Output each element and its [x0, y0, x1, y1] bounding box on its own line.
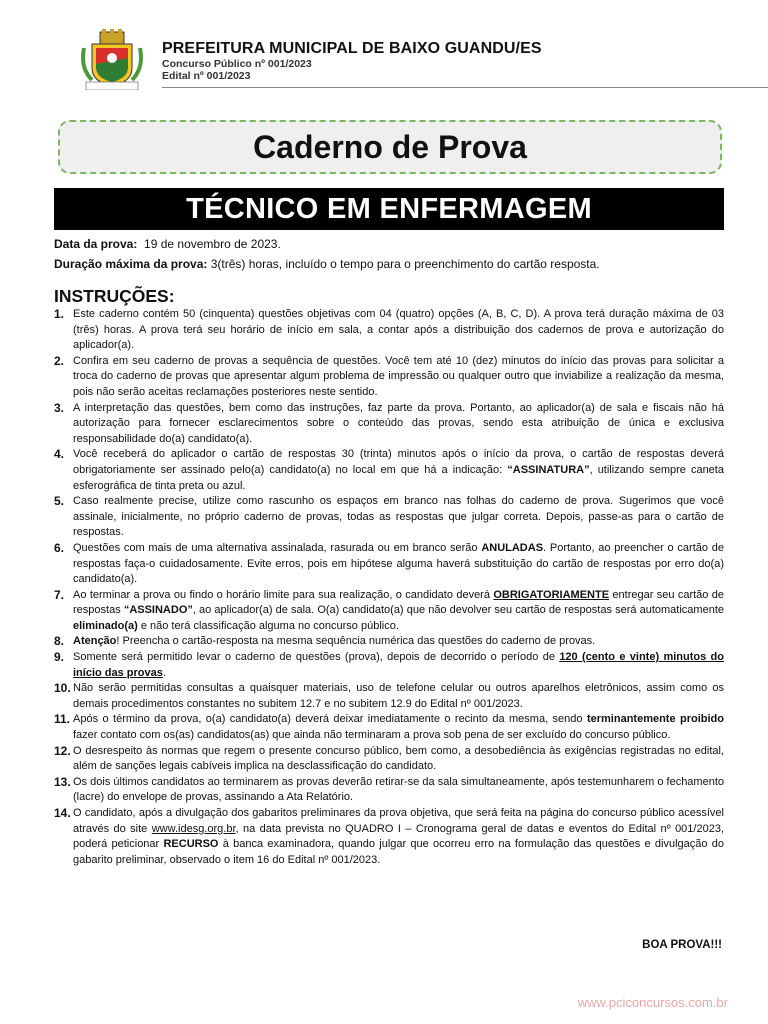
- item-number: 4.: [54, 447, 65, 462]
- item-text: Ao terminar a prova ou findo o horário limite para sua realização, o candidato deverá OBRIGATORIAMENTE entregar seu cartão de respostas “ASSINADO”, ao aplicador(a) de sala. O(a) candidato(a) que não devolver seu cartão de respostas será automaticamente eliminado(a) e não terá classificação alguma no concurso público.: [73, 588, 724, 632]
- exam-date-label: Data da prova:: [54, 237, 138, 251]
- caderno-banner: [58, 120, 722, 174]
- list-item: [54, 541, 724, 588]
- list-item: [54, 354, 724, 401]
- item-text: Após o término da prova, o(a) candidato(a) deverá deixar imediatamente o recinto da mesma, sendo terminantemente proibido fazer contato com os(as) candidatos(as) que ainda não terminaram a prova sob pena de ser excluído do concurso público.: [73, 713, 724, 742]
- list-item: [54, 744, 724, 775]
- item-text: Atenção! Preencha o cartão-resposta na mesma sequência numérica das questões do caderno de provas.: [73, 635, 596, 648]
- item-text: Você receberá do aplicador o cartão de respostas 30 (trinta) minutos após o início da prova, o cartão de respostas deverá obrigatoriamente ser assinado pelo(a) candidato(a) no local em que há a indicação: “ASSINATURA”, utilizando sempre caneta esferográfica de tinta preta ou azul.: [73, 448, 724, 492]
- item-number: 14.: [54, 806, 71, 820]
- cargo-banner: [54, 188, 724, 230]
- edital-number: Edital nº 001/2023: [162, 70, 251, 82]
- item-text: Questões com mais de uma alternativa assinalada, rasurada ou em branco serão ANULADAS. Portanto, ao preencher o cartão de respostas faça-o cuidadosamente. Evite erros, pois em hipótese alguma haverá substituição do cartão de respostas por erro do(a) candidato(a).: [73, 541, 724, 586]
- item-number: 12.: [54, 743, 71, 758]
- list-item: [54, 712, 724, 743]
- item-number: 3.: [54, 400, 65, 415]
- item-text: Não serão permitidas consultas a quaisquer materiais, uso de telefone celular ou outros aparelhos eletrônicos, assim como os demais procedimentos constantes no subitem 12.7 e no subitem 12.9 do Edital nº 001/2023.: [73, 682, 724, 710]
- list-item: [54, 634, 724, 650]
- caderno-title: Caderno de Prova: [253, 128, 527, 165]
- list-item: [54, 401, 724, 448]
- municipal-crest-icon: [78, 28, 146, 90]
- item-number: 1.: [54, 307, 65, 321]
- list-item: [54, 447, 724, 494]
- list-item: [54, 494, 724, 541]
- concurso-number: Concurso Público nº 001/2023: [162, 58, 312, 70]
- item-number: 8.: [54, 634, 65, 649]
- item-number: 6.: [54, 540, 65, 555]
- item-number: 11.: [54, 712, 71, 727]
- item-number: 5.: [54, 494, 65, 509]
- closing-message: BOA PROVA!!!: [642, 939, 722, 951]
- exam-date: [54, 236, 734, 252]
- footer-watermark-url: www.pciconcursos.com.br: [577, 995, 728, 1010]
- instructions-heading: INSTRUÇÕES:: [54, 286, 175, 306]
- item-number: 2.: [54, 353, 65, 368]
- item-text: O candidato, após a divulgação dos gabaritos preliminares da prova objetiva, que será feita na página do concurso público acessível através do site www.idesg.org.br, na data prevista no QUADRO I – Cronograma geral de datas e eventos do Edital nº 001/2023, poderá peticionar RECURSO à banca examinadora, quando julgar que ocorreu erro na formulação das questões e divulgação do gabarito preliminar, observado o item 16 do Edital nº 001/2023.: [73, 807, 725, 866]
- exam-duration-label: Duração máxima da prova:: [54, 257, 208, 271]
- item-text: O desrespeito às normas que regem o presente concurso público, bem como, a desobediência às exigências registradas no edital, além de sanções legais cabíveis implica na desclassificação do candidato.: [73, 744, 724, 773]
- list-item: [54, 650, 724, 681]
- document-header: [78, 26, 710, 88]
- exam-duration: [54, 256, 734, 272]
- item-number: 9.: [54, 650, 65, 665]
- item-text: A interpretação das questões, bem como das instruções, faz parte da prova. Portanto, ao aplicador(a) de sala e fiscais não há autorização para fornecer esclarecimentos sobre o conteúdo das provas, sendo esta atribuição de única e exclusiva responsabilidade do(a) candidato(a).: [73, 401, 724, 445]
- item-text: Os dois últimos candidatos ao terminarem as provas deverão retirar-se da sala simultaneamente, após testemunharem o fechamento (lacre) do envelope de provas, assinando a Ata Relatório.: [73, 775, 724, 804]
- item-number: 10.: [54, 681, 71, 696]
- item-text: Caso realmente precise, utilize como rascunho os espaços em branco nas folhas do caderno de prova. Sugerimos que você assinale, inicialmente, no próprio caderno de provas, todas as respostas que julgar correta. Depois, passe-as para o cartão de respostas.: [73, 495, 724, 539]
- item-text: Este caderno contém 50 (cinquenta) questões objetivas com 04 (quatro) opções (A, B, C, D). A prova terá duração máxima de 03 (três) horas. A prova terá seu horário de início em sala, a contar após a distribuição dos cadernos de prova e autorização do aplicador(a).: [73, 308, 724, 352]
- list-item: [54, 681, 724, 712]
- cargo-title: TÉCNICO EM ENFERMAGEM: [186, 192, 592, 225]
- item-text: Confira em seu caderno de provas a sequência de questões. Você tem até 10 (dez) minutos do início das provas para solicitar a troca do caderno de provas que apresentar algum problema de impressão ou qualquer outro que inviabilize a realização da mesma, pois não serão aceitas reclamações posteriores neste sentido.: [73, 354, 724, 398]
- instructions-list: [54, 307, 724, 868]
- list-item: [54, 775, 724, 806]
- list-item: [54, 307, 724, 354]
- header-divider: [162, 87, 768, 88]
- list-item: [54, 588, 724, 635]
- item-number: 13.: [54, 774, 71, 789]
- organization-name: PREFEITURA MUNICIPAL DE BAIXO GUANDU/ES: [162, 40, 542, 57]
- list-item: [54, 806, 724, 868]
- item-text: Somente será permitido levar o caderno de questões (prova), depois de decorrido o período de 120 (cento e vinte) minutos do início das provas.: [73, 651, 724, 679]
- item-number: 7.: [54, 587, 65, 602]
- idesg-link[interactable]: www.idesg.org.br: [151, 822, 236, 835]
- exam-duration-value: 3(três) horas, incluído o tempo para o preenchimento do cartão resposta.: [210, 257, 600, 271]
- exam-date-value: 19 de novembro de 2023.: [144, 237, 281, 251]
